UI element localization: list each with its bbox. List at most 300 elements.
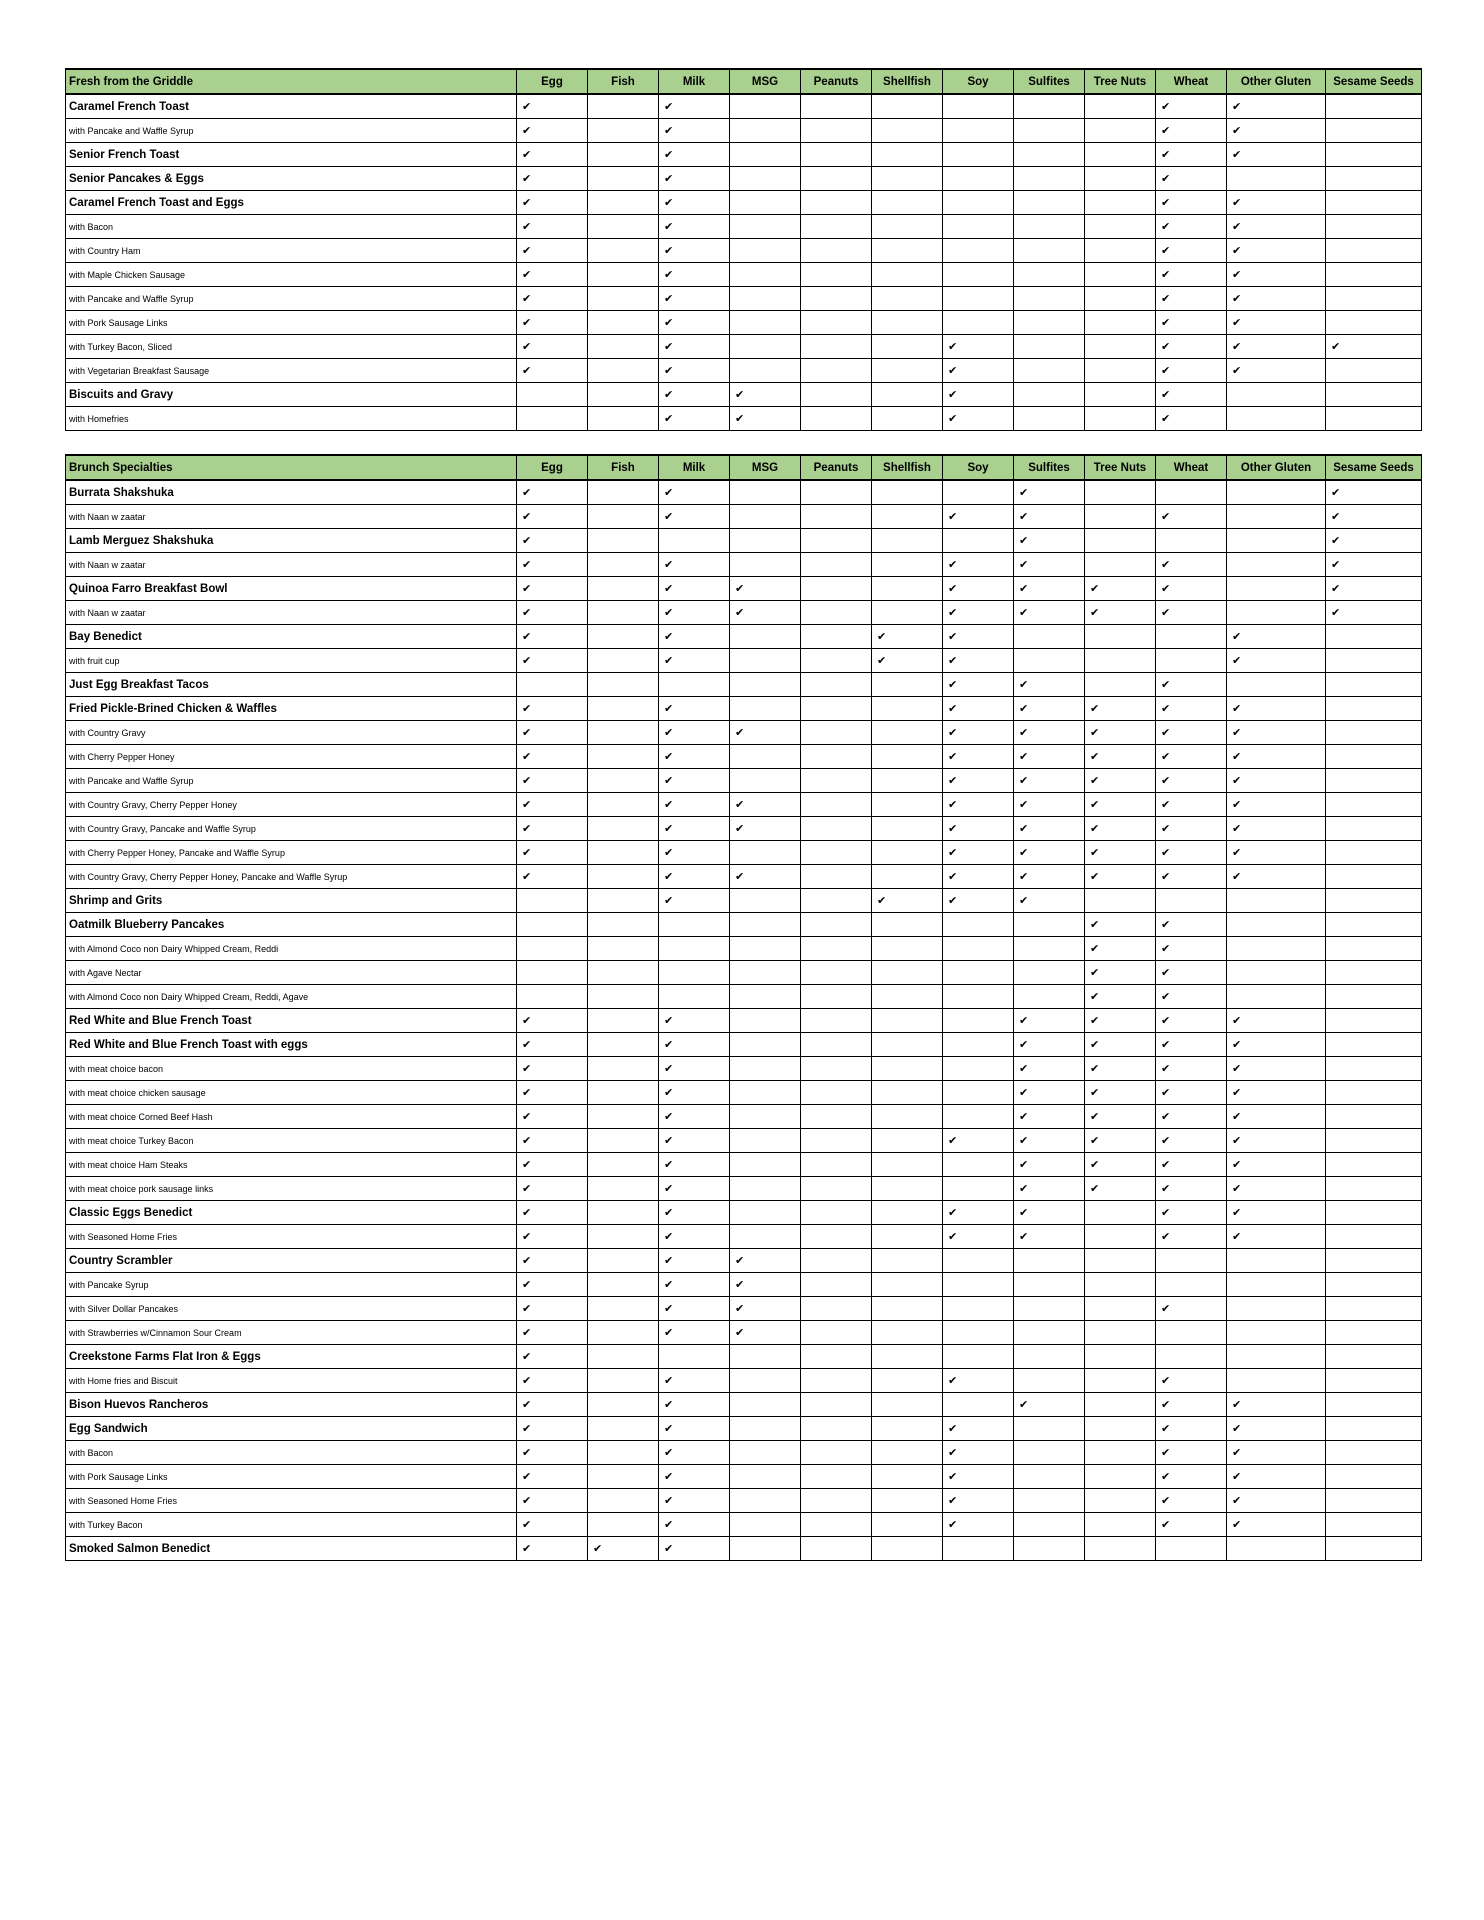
check-icon: ✔ <box>735 1278 745 1291</box>
cell-peanuts <box>801 601 872 625</box>
cell-msg <box>730 1513 801 1537</box>
check-icon: ✔ <box>522 750 532 763</box>
check-icon: ✔ <box>1161 1038 1171 1051</box>
cell-milk <box>659 1345 730 1369</box>
menu-item-option: with Bacon <box>66 215 517 239</box>
check-icon: ✔ <box>1090 1158 1100 1171</box>
cell-shellfish <box>872 1321 943 1345</box>
allergen-table-griddle <box>65 68 1422 431</box>
cell-sesame-seeds <box>1326 215 1422 239</box>
cell-wheat <box>1156 721 1227 745</box>
cell-peanuts <box>801 1465 872 1489</box>
cell-shellfish <box>872 841 943 865</box>
check-icon: ✔ <box>522 1014 532 1027</box>
cell-tree-nuts <box>1085 1369 1156 1393</box>
check-icon: ✔ <box>1019 798 1029 811</box>
check-icon: ✔ <box>948 1518 958 1531</box>
cell-milk <box>659 1369 730 1393</box>
check-icon: ✔ <box>522 100 532 113</box>
check-icon: ✔ <box>948 582 958 595</box>
cell-msg <box>730 1273 801 1297</box>
cell-tree-nuts <box>1085 745 1156 769</box>
cell-milk <box>659 841 730 865</box>
check-icon: ✔ <box>735 870 745 883</box>
cell-sesame-seeds <box>1326 1465 1422 1489</box>
cell-peanuts <box>801 745 872 769</box>
cell-sulfites <box>1014 359 1085 383</box>
check-icon: ✔ <box>664 124 674 137</box>
cell-wheat <box>1156 239 1227 263</box>
cell-sulfites <box>1014 383 1085 407</box>
cell-other-gluten <box>1227 985 1326 1009</box>
cell-milk <box>659 167 730 191</box>
cell-shellfish <box>872 745 943 769</box>
check-icon: ✔ <box>664 870 674 883</box>
cell-peanuts <box>801 817 872 841</box>
cell-peanuts <box>801 673 872 697</box>
check-icon: ✔ <box>522 1182 532 1195</box>
check-icon: ✔ <box>664 582 674 595</box>
cell-wheat <box>1156 985 1227 1009</box>
cell-sesame-seeds <box>1326 287 1422 311</box>
check-icon: ✔ <box>664 1110 674 1123</box>
cell-egg <box>517 287 588 311</box>
cell-sesame-seeds <box>1326 985 1422 1009</box>
cell-other-gluten <box>1227 1057 1326 1081</box>
check-icon: ✔ <box>1232 1230 1242 1243</box>
check-icon: ✔ <box>664 798 674 811</box>
cell-peanuts <box>801 1489 872 1513</box>
cell-sesame-seeds <box>1326 577 1422 601</box>
cell-other-gluten <box>1227 721 1326 745</box>
cell-tree-nuts <box>1085 94 1156 119</box>
cell-milk <box>659 311 730 335</box>
check-icon: ✔ <box>522 822 532 835</box>
cell-fish <box>588 1153 659 1177</box>
cell-sulfites <box>1014 697 1085 721</box>
check-icon: ✔ <box>522 292 532 305</box>
cell-soy <box>943 1057 1014 1081</box>
table-header-row <box>66 455 1422 480</box>
cell-tree-nuts <box>1085 577 1156 601</box>
check-icon: ✔ <box>1019 1182 1029 1195</box>
cell-sesame-seeds <box>1326 505 1422 529</box>
cell-other-gluten <box>1227 841 1326 865</box>
check-icon: ✔ <box>664 1302 674 1315</box>
cell-sesame-seeds <box>1326 1105 1422 1129</box>
cell-egg <box>517 215 588 239</box>
check-icon: ✔ <box>877 630 887 643</box>
cell-wheat <box>1156 1057 1227 1081</box>
menu-item-option: with Pancake Syrup <box>66 1273 517 1297</box>
check-icon: ✔ <box>1232 1494 1242 1507</box>
cell-soy <box>943 1537 1014 1561</box>
cell-peanuts <box>801 865 872 889</box>
cell-milk <box>659 1441 730 1465</box>
cell-tree-nuts <box>1085 1225 1156 1249</box>
cell-msg <box>730 1393 801 1417</box>
menu-item-name: Bay Benedict <box>66 625 517 649</box>
check-icon: ✔ <box>948 1446 958 1459</box>
check-icon: ✔ <box>1019 1158 1029 1171</box>
cell-milk <box>659 577 730 601</box>
check-icon: ✔ <box>1232 630 1242 643</box>
check-icon: ✔ <box>1161 1518 1171 1531</box>
cell-sulfites <box>1014 1057 1085 1081</box>
cell-soy <box>943 1177 1014 1201</box>
cell-soy <box>943 1273 1014 1297</box>
menu-item-name: Caramel French Toast <box>66 94 517 119</box>
menu-item-option: with Pork Sausage Links <box>66 311 517 335</box>
cell-egg <box>517 1393 588 1417</box>
cell-soy <box>943 745 1014 769</box>
cell-egg <box>517 769 588 793</box>
cell-wheat <box>1156 769 1227 793</box>
cell-wheat <box>1156 649 1227 673</box>
check-icon: ✔ <box>1090 1134 1100 1147</box>
cell-soy <box>943 239 1014 263</box>
section-title: Fresh from the Griddle <box>66 69 517 94</box>
menu-item-option: with meat choice bacon <box>66 1057 517 1081</box>
cell-tree-nuts <box>1085 769 1156 793</box>
cell-sesame-seeds <box>1326 335 1422 359</box>
column-header-milk: Milk <box>659 455 730 480</box>
cell-sesame-seeds <box>1326 913 1422 937</box>
cell-shellfish <box>872 1057 943 1081</box>
check-icon: ✔ <box>1232 244 1242 257</box>
cell-peanuts <box>801 721 872 745</box>
check-icon: ✔ <box>1232 196 1242 209</box>
cell-shellfish <box>872 1537 943 1561</box>
check-icon: ✔ <box>664 822 674 835</box>
column-header-other-gluten: Other Gluten <box>1227 69 1326 94</box>
check-icon: ✔ <box>1019 558 1029 571</box>
cell-peanuts <box>801 841 872 865</box>
check-icon: ✔ <box>1232 316 1242 329</box>
cell-shellfish <box>872 889 943 913</box>
check-icon: ✔ <box>522 510 532 523</box>
cell-shellfish <box>872 191 943 215</box>
cell-egg <box>517 961 588 985</box>
cell-other-gluten <box>1227 529 1326 553</box>
cell-peanuts <box>801 215 872 239</box>
cell-milk <box>659 961 730 985</box>
cell-milk <box>659 1225 730 1249</box>
column-header-peanuts: Peanuts <box>801 455 872 480</box>
menu-item-option: with meat choice Corned Beef Hash <box>66 1105 517 1129</box>
cell-milk <box>659 793 730 817</box>
cell-milk <box>659 817 730 841</box>
cell-other-gluten <box>1227 577 1326 601</box>
cell-fish <box>588 937 659 961</box>
cell-msg <box>730 1417 801 1441</box>
check-icon: ✔ <box>522 268 532 281</box>
cell-sesame-seeds <box>1326 865 1422 889</box>
check-icon: ✔ <box>664 1086 674 1099</box>
cell-milk <box>659 143 730 167</box>
cell-other-gluten <box>1227 865 1326 889</box>
check-icon: ✔ <box>1090 942 1100 955</box>
cell-egg <box>517 1489 588 1513</box>
cell-peanuts <box>801 1417 872 1441</box>
cell-wheat <box>1156 311 1227 335</box>
cell-tree-nuts <box>1085 1201 1156 1225</box>
cell-wheat <box>1156 1009 1227 1033</box>
cell-msg <box>730 841 801 865</box>
check-icon: ✔ <box>1331 534 1341 547</box>
cell-soy <box>943 383 1014 407</box>
check-icon: ✔ <box>664 1398 674 1411</box>
check-icon: ✔ <box>1090 846 1100 859</box>
cell-sesame-seeds <box>1326 841 1422 865</box>
check-icon: ✔ <box>664 172 674 185</box>
cell-sulfites <box>1014 1249 1085 1273</box>
cell-wheat <box>1156 359 1227 383</box>
cell-soy <box>943 1129 1014 1153</box>
menu-item-name: Lamb Merguez Shakshuka <box>66 529 517 553</box>
check-icon: ✔ <box>1161 292 1171 305</box>
cell-fish <box>588 1009 659 1033</box>
cell-other-gluten <box>1227 119 1326 143</box>
check-icon: ✔ <box>664 268 674 281</box>
check-icon: ✔ <box>948 388 958 401</box>
cell-milk <box>659 625 730 649</box>
table-row <box>66 191 1422 215</box>
cell-sulfites <box>1014 769 1085 793</box>
cell-egg <box>517 191 588 215</box>
check-icon: ✔ <box>664 1182 674 1195</box>
cell-sesame-seeds <box>1326 167 1422 191</box>
cell-milk <box>659 215 730 239</box>
cell-tree-nuts <box>1085 865 1156 889</box>
column-header-soy: Soy <box>943 69 1014 94</box>
check-icon: ✔ <box>1161 774 1171 787</box>
cell-other-gluten <box>1227 505 1326 529</box>
cell-soy <box>943 553 1014 577</box>
cell-wheat <box>1156 865 1227 889</box>
cell-soy <box>943 191 1014 215</box>
cell-peanuts <box>801 1441 872 1465</box>
column-header-soy: Soy <box>943 455 1014 480</box>
cell-fish <box>588 1033 659 1057</box>
cell-shellfish <box>872 1249 943 1273</box>
cell-msg <box>730 94 801 119</box>
cell-fish <box>588 1417 659 1441</box>
cell-fish <box>588 1537 659 1561</box>
check-icon: ✔ <box>664 100 674 113</box>
cell-sulfites <box>1014 1321 1085 1345</box>
cell-fish <box>588 913 659 937</box>
cell-fish <box>588 793 659 817</box>
cell-msg <box>730 673 801 697</box>
check-icon: ✔ <box>1019 1038 1029 1051</box>
check-icon: ✔ <box>664 846 674 859</box>
check-icon: ✔ <box>1331 486 1341 499</box>
cell-msg <box>730 1369 801 1393</box>
cell-peanuts <box>801 287 872 311</box>
check-icon: ✔ <box>1161 918 1171 931</box>
cell-peanuts <box>801 480 872 505</box>
cell-wheat <box>1156 673 1227 697</box>
cell-msg <box>730 1465 801 1489</box>
cell-soy <box>943 601 1014 625</box>
column-header-tree-nuts: Tree Nuts <box>1085 455 1156 480</box>
cell-msg <box>730 1105 801 1129</box>
cell-other-gluten <box>1227 1201 1326 1225</box>
cell-msg <box>730 985 801 1009</box>
check-icon: ✔ <box>948 726 958 739</box>
menu-item-name: Creekstone Farms Flat Iron & Eggs <box>66 1345 517 1369</box>
cell-tree-nuts <box>1085 1441 1156 1465</box>
cell-msg <box>730 1177 801 1201</box>
menu-item-option: with Country Gravy, Cherry Pepper Honey <box>66 793 517 817</box>
menu-item-option: with Cherry Pepper Honey <box>66 745 517 769</box>
table-row <box>66 215 1422 239</box>
menu-item-option: with Turkey Bacon, Sliced <box>66 335 517 359</box>
check-icon: ✔ <box>1331 558 1341 571</box>
check-icon: ✔ <box>735 412 745 425</box>
cell-soy <box>943 1513 1014 1537</box>
cell-sulfites <box>1014 1201 1085 1225</box>
check-icon: ✔ <box>1161 822 1171 835</box>
cell-soy <box>943 407 1014 431</box>
check-icon: ✔ <box>1232 100 1242 113</box>
cell-fish <box>588 239 659 263</box>
check-icon: ✔ <box>522 1494 532 1507</box>
cell-sulfites <box>1014 505 1085 529</box>
check-icon: ✔ <box>1161 148 1171 161</box>
check-icon: ✔ <box>522 196 532 209</box>
check-icon: ✔ <box>1090 726 1100 739</box>
cell-milk <box>659 721 730 745</box>
cell-peanuts <box>801 553 872 577</box>
cell-tree-nuts <box>1085 1489 1156 1513</box>
cell-shellfish <box>872 1369 943 1393</box>
table-row <box>66 263 1422 287</box>
cell-soy <box>943 143 1014 167</box>
cell-fish <box>588 1225 659 1249</box>
check-icon: ✔ <box>522 340 532 353</box>
cell-other-gluten <box>1227 1321 1326 1345</box>
cell-other-gluten <box>1227 1273 1326 1297</box>
cell-shellfish <box>872 94 943 119</box>
table-row <box>66 1345 1422 1369</box>
cell-milk <box>659 191 730 215</box>
table-row <box>66 793 1422 817</box>
table-row <box>66 1441 1422 1465</box>
check-icon: ✔ <box>1161 1014 1171 1027</box>
cell-sesame-seeds <box>1326 1393 1422 1417</box>
cell-sesame-seeds <box>1326 673 1422 697</box>
cell-milk <box>659 1129 730 1153</box>
cell-soy <box>943 1105 1014 1129</box>
column-header-fish: Fish <box>588 69 659 94</box>
check-icon: ✔ <box>1161 942 1171 955</box>
cell-wheat <box>1156 745 1227 769</box>
cell-wheat <box>1156 143 1227 167</box>
cell-sulfites <box>1014 1393 1085 1417</box>
cell-milk <box>659 287 730 311</box>
cell-shellfish <box>872 601 943 625</box>
cell-fish <box>588 191 659 215</box>
cell-fish <box>588 505 659 529</box>
cell-shellfish <box>872 577 943 601</box>
cell-peanuts <box>801 1297 872 1321</box>
cell-shellfish <box>872 1417 943 1441</box>
cell-shellfish <box>872 865 943 889</box>
cell-egg <box>517 1417 588 1441</box>
cell-msg <box>730 119 801 143</box>
menu-item-option: with Silver Dollar Pancakes <box>66 1297 517 1321</box>
cell-milk <box>659 1513 730 1537</box>
cell-other-gluten <box>1227 1081 1326 1105</box>
cell-sesame-seeds <box>1326 1489 1422 1513</box>
cell-peanuts <box>801 1033 872 1057</box>
cell-fish <box>588 1273 659 1297</box>
cell-msg <box>730 1345 801 1369</box>
check-icon: ✔ <box>1232 846 1242 859</box>
table-row <box>66 1153 1422 1177</box>
check-icon: ✔ <box>1232 750 1242 763</box>
check-icon: ✔ <box>1019 1110 1029 1123</box>
cell-sesame-seeds <box>1326 119 1422 143</box>
cell-fish <box>588 1441 659 1465</box>
cell-egg <box>517 1345 588 1369</box>
cell-milk <box>659 239 730 263</box>
cell-tree-nuts <box>1085 1297 1156 1321</box>
cell-shellfish <box>872 335 943 359</box>
check-icon: ✔ <box>948 822 958 835</box>
cell-sesame-seeds <box>1326 1537 1422 1561</box>
cell-fish <box>588 841 659 865</box>
cell-other-gluten <box>1227 287 1326 311</box>
check-icon: ✔ <box>664 316 674 329</box>
table-row <box>66 119 1422 143</box>
check-icon: ✔ <box>948 798 958 811</box>
check-icon: ✔ <box>948 606 958 619</box>
cell-soy <box>943 841 1014 865</box>
cell-fish <box>588 1081 659 1105</box>
cell-soy <box>943 1345 1014 1369</box>
table-row <box>66 1369 1422 1393</box>
cell-shellfish <box>872 359 943 383</box>
cell-tree-nuts <box>1085 937 1156 961</box>
check-icon: ✔ <box>522 630 532 643</box>
check-icon: ✔ <box>664 1158 674 1171</box>
cell-msg <box>730 1201 801 1225</box>
cell-peanuts <box>801 94 872 119</box>
check-icon: ✔ <box>1161 220 1171 233</box>
check-icon: ✔ <box>522 1326 532 1339</box>
cell-milk <box>659 937 730 961</box>
table-row <box>66 407 1422 431</box>
cell-soy <box>943 119 1014 143</box>
cell-egg <box>517 119 588 143</box>
table-row <box>66 1321 1422 1345</box>
cell-other-gluten <box>1227 407 1326 431</box>
cell-msg <box>730 1009 801 1033</box>
cell-milk <box>659 1321 730 1345</box>
cell-fish <box>588 985 659 1009</box>
cell-tree-nuts <box>1085 1417 1156 1441</box>
check-icon: ✔ <box>1232 148 1242 161</box>
check-icon: ✔ <box>1161 124 1171 137</box>
cell-egg <box>517 167 588 191</box>
cell-tree-nuts <box>1085 961 1156 985</box>
check-icon: ✔ <box>1161 606 1171 619</box>
cell-soy <box>943 359 1014 383</box>
cell-soy <box>943 697 1014 721</box>
